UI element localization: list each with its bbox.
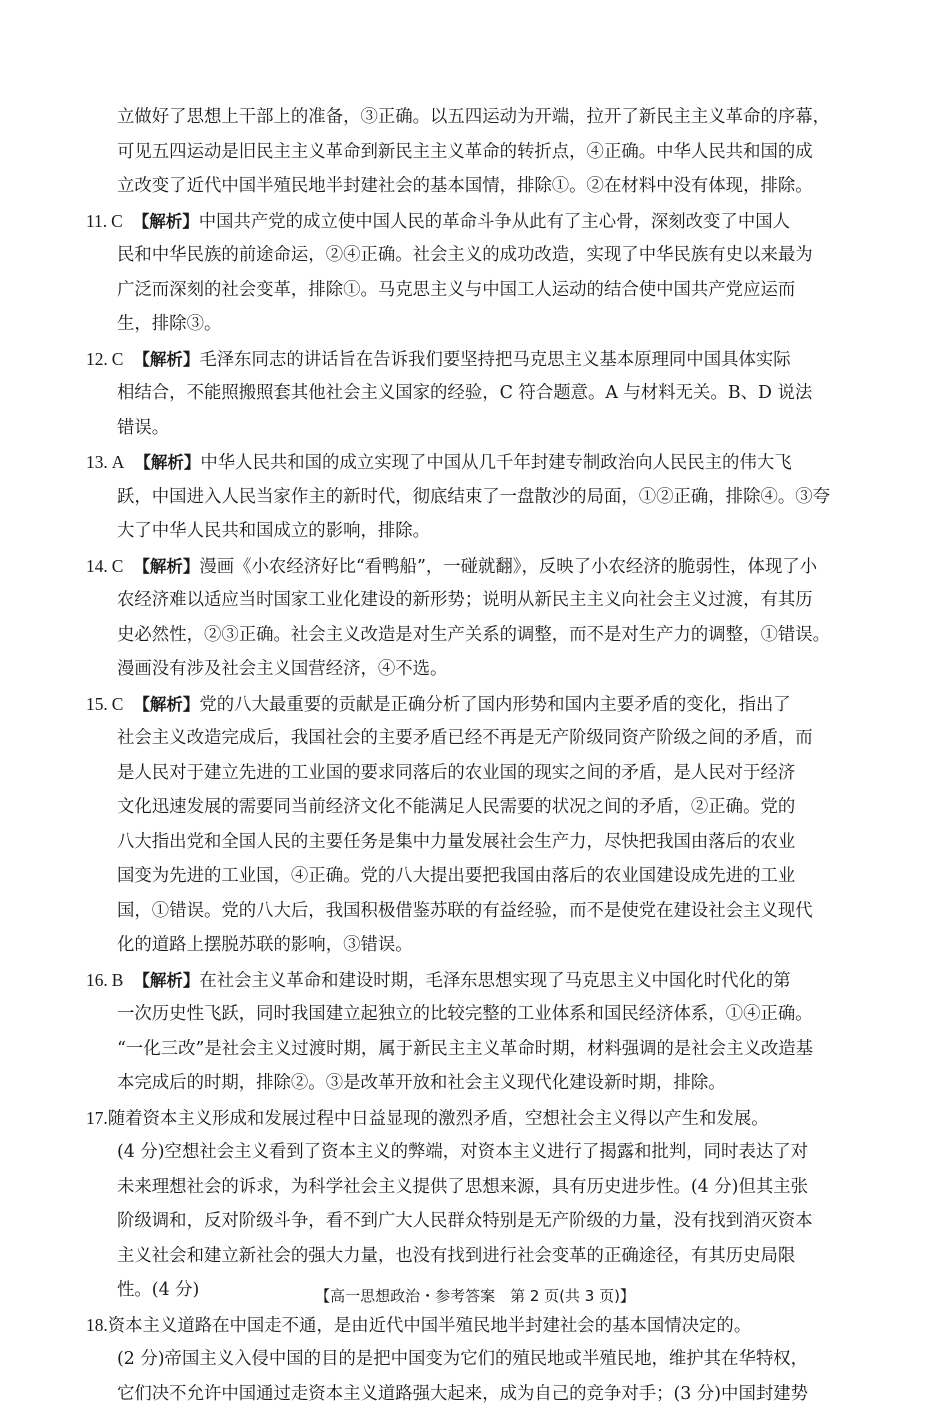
text-line: 八大指出党和全国人民的主要任务是集中力量发展社会生产力，尽快把我国由落后的农业 bbox=[117, 831, 796, 852]
text-line: 跃，中国进入人民当家作主的新时代，彻底结束了一盘散沙的局面，①②正确，排除④。③夸 bbox=[117, 486, 831, 507]
continuation-line bbox=[117, 100, 830, 134]
item-text: 资本主义道路在中国走不通，是由近代中国半殖民地半封建社会的基本国情决定的。 bbox=[107, 1315, 752, 1336]
answer-item-line bbox=[117, 307, 221, 341]
page-footer: 【高一思想政治・参考答案 第 2 页(共 3 页)】 bbox=[315, 1287, 635, 1305]
item-text: 随着资本主义形成和发展过程中日益显现的激烈矛盾，空想社会主义得以产生和发展。 bbox=[107, 1108, 769, 1129]
answer-item-line bbox=[117, 238, 813, 272]
text-line: 未来理想社会的诉求，为科学社会主义提供了思想来源，具有历史进步性。(4 分)但其主张 bbox=[117, 1176, 809, 1197]
text-line: 一次历史性飞跃，同时我国建立起独立的比较完整的工业体系和国民经济体系，①④正确。 bbox=[117, 1004, 813, 1024]
analysis-tag: 【解析】 bbox=[133, 694, 200, 714]
answer-item-first-line bbox=[86, 204, 790, 238]
text-line: 立做好了思想上干部上的准备，③正确。以五四运动为开端，拉开了新民主主义革命的序幕， bbox=[117, 107, 831, 127]
text-line: 它们决不允许中国通过走资本主义道路强大起来，成为自己的竞争对手；(3 分)中国封建势 bbox=[117, 1383, 809, 1404]
item-number: 17. bbox=[86, 1107, 108, 1128]
answer-item-line bbox=[117, 514, 430, 548]
text-line: 漫画没有涉及社会主义国营经济，④不选。 bbox=[117, 659, 448, 679]
analysis-tag: 【解析】 bbox=[133, 556, 200, 576]
answer-item-line bbox=[117, 618, 830, 652]
answer-item-line bbox=[117, 825, 795, 859]
text-line: (2 分)帝国主义入侵中国的目的是把中国变为它们的殖民地或半殖民地，维护其在华特权， bbox=[117, 1349, 809, 1369]
item-answer: C bbox=[111, 693, 124, 714]
text-line: 社会主义改造完成后，我国社会的主要矛盾已经不再是无产阶级同资产阶级之间的矛盾，而 bbox=[117, 728, 813, 748]
answer-item-line bbox=[117, 480, 830, 514]
answer-item-first-line bbox=[86, 963, 791, 997]
item-answer: A bbox=[111, 452, 125, 472]
text-line: 国，①错误。党的八大后，我国积极借鉴苏联的有益经验，而不是使党在建设社会主义现代 bbox=[117, 900, 813, 921]
text-line: 化的道路上摆脱苏联的影响，③错误。 bbox=[117, 935, 413, 955]
text-line: 主义社会和建立新社会的强大力量，也没有找到进行社会变革的正确途径，有其历史局限 bbox=[117, 1245, 796, 1266]
answer-item-line bbox=[117, 756, 795, 790]
item-answer: C bbox=[111, 348, 124, 369]
text-line: 民和中华民族的前途命运，②④正确。社会主义的成功改造，实现了中华民族有史以来最为 bbox=[117, 245, 813, 265]
answer-item-line bbox=[117, 894, 813, 928]
text-line: 生，排除③。 bbox=[117, 314, 222, 334]
item-answer: B bbox=[111, 969, 124, 990]
text-line: 国变为先进的工业国，④正确。党的八大提出要把我国由落后的农业国建设成先进的工业 bbox=[117, 866, 796, 886]
answer-item-line bbox=[117, 1239, 795, 1273]
text-line: 广泛而深刻的社会变革，排除①。马克思主义与中国工人运动的结合使中国共产党应运而 bbox=[117, 279, 796, 300]
answer-item-line bbox=[117, 1377, 808, 1411]
text-line: 农经济难以适应当时国家工业化建设的新形势；说明从新民主主义向社会主义过渡，有其历 bbox=[117, 590, 813, 610]
answer-item-line bbox=[117, 652, 447, 686]
analysis-tag: 【解析】 bbox=[132, 211, 199, 231]
answer-item-line bbox=[117, 1170, 808, 1204]
answer-item-line bbox=[117, 1204, 813, 1238]
item-number: 12. bbox=[86, 348, 108, 369]
item-number: 13. bbox=[86, 452, 108, 472]
text-line: 史必然性，②③正确。社会主义改造是对生产关系的调整，而不是对生产力的调整，①错误。 bbox=[117, 624, 831, 645]
answer-item-line bbox=[117, 790, 795, 824]
analysis-tag: 【解析】 bbox=[133, 349, 200, 369]
analysis-tag: 【解析】 bbox=[133, 970, 200, 990]
answer-item-first-line bbox=[86, 1308, 751, 1342]
item-number: 18. bbox=[86, 1314, 108, 1335]
item-text: 中国共产党的成立使中国人民的革命斗争从此有了主心骨，深刻改变了中国人 bbox=[198, 211, 790, 232]
text-line: 立改变了近代中国半殖民地半封建社会的基本国情，排除①。②在材料中没有体现，排除。 bbox=[117, 176, 813, 196]
item-answer: C bbox=[111, 210, 123, 231]
item-number: 11. bbox=[86, 210, 108, 231]
text-line: 是人民对于建立先进的工业国的要求同落后的农业国的现实之间的矛盾，是人民对于经济 bbox=[117, 762, 796, 783]
text-line: 相结合，不能照搬照套其他社会主义国家的经验，C 符合题意。A 与材料无关。B、D 说法 bbox=[117, 383, 813, 403]
answer-item-line bbox=[117, 1066, 726, 1100]
continuation-line bbox=[117, 169, 813, 203]
answer-item-first-line bbox=[86, 549, 817, 583]
answer-item-line bbox=[117, 1135, 808, 1169]
answer-item-line bbox=[117, 376, 812, 410]
text-line: 阶级调和，反对阶级斗争，看不到广大人民群众特别是无产阶级的力量，没有找到消灭资本 bbox=[117, 1211, 813, 1231]
text-line: 文化迅速发展的需要同当前经济文化不能满足人民需要的状况之间的矛盾，②正确。党的 bbox=[117, 797, 796, 817]
item-text: 毛泽东同志的讲话旨在告诉我们要坚持把马克思主义基本原理同中国具体实际 bbox=[199, 349, 791, 370]
answer-item-first-line bbox=[86, 1101, 769, 1135]
item-text: 在社会主义革命和建设时期，毛泽东思想实现了马克思主义中国化时代化的第 bbox=[199, 970, 791, 991]
answer-item-line bbox=[117, 273, 795, 307]
answer-item-first-line bbox=[86, 687, 791, 721]
analysis-tag: 【解析】 bbox=[134, 453, 201, 472]
item-text: 中华人民共和国的成立实现了中国从几千年封建专制政治向人民民主的伟大飞 bbox=[200, 453, 792, 473]
answer-item-line bbox=[117, 721, 813, 755]
text-line: “一化三改”是社会主义过渡时期，属于新民主主义革命时期，材料强调的是社会主义改造基 bbox=[117, 1038, 814, 1059]
answer-item-line bbox=[117, 928, 413, 962]
text-line: 可见五四运动是旧民主主义革命到新民主主义革命的转折点，④正确。中华人民共和国的成 bbox=[117, 141, 813, 162]
answer-item-first-line bbox=[86, 342, 791, 376]
item-number: 16. bbox=[86, 969, 108, 990]
item-number: 14. bbox=[86, 555, 108, 576]
item-number: 15. bbox=[86, 693, 108, 714]
text-line: (4 分)空想社会主义看到了资本主义的弊端，对资本主义进行了揭露和批判，同时表达了对 bbox=[117, 1142, 809, 1162]
answer-item-line bbox=[117, 997, 813, 1031]
item-answer: C bbox=[111, 555, 124, 576]
answer-item-first-line bbox=[86, 445, 792, 479]
text-line: 大了中华人民共和国成立的影响，排除。 bbox=[117, 521, 431, 541]
continuation-line bbox=[117, 135, 813, 169]
answer-item-line bbox=[117, 411, 169, 445]
answer-item-line bbox=[117, 1342, 808, 1376]
text-line: 性。(4 分) bbox=[117, 1280, 200, 1300]
answer-item-line bbox=[117, 859, 795, 893]
text-line: 本完成后的时期，排除②。③是改革开放和社会主义现代化建设新时期，排除。 bbox=[117, 1073, 726, 1093]
text-line: 错误。 bbox=[117, 417, 170, 438]
answer-item-line bbox=[117, 1032, 813, 1066]
answer-item-line bbox=[117, 583, 813, 617]
item-text: 党的八大最重要的贡献是正确分析了国内形势和国内主要矛盾的变化，指出了 bbox=[199, 694, 791, 715]
item-text: 漫画《小农经济好比“看鸭船”，一碰就翻》，反映了小农经济的脆弱性，体现了小 bbox=[199, 556, 818, 577]
